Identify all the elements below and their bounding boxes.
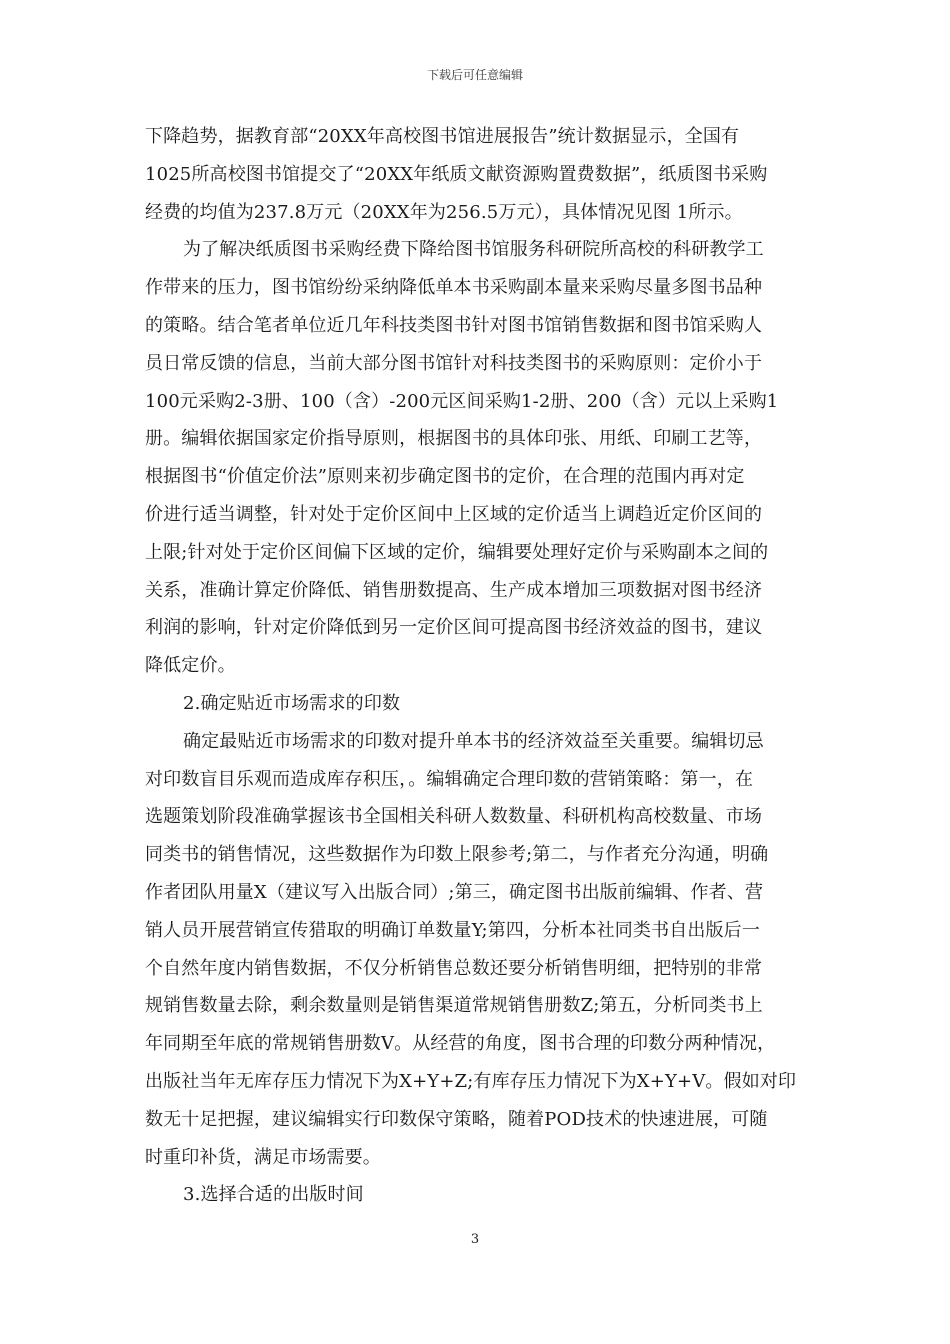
- paragraph-first-line: 为了解决纸质图书采购经费下降给图书馆服务科研院所高校的科研教学工: [183, 239, 764, 261]
- text-line: 下降趋势，据教育部“20XX年高校图书馆进展报告”统计数据显示，全国有: [145, 126, 740, 147]
- paragraph-first-line: 确定最贴近市场需求的印数对提升单本书的经济效益至关重要。编辑切忌: [183, 730, 764, 752]
- text-line: 价进行适当调整，针对处于定价区间中上区域的定价适当上调趋近定价区间的: [145, 503, 763, 525]
- text-line: 利润的影响，针对定价降低到另一定价区间可提高图书经济效益的图书，建议: [145, 617, 763, 639]
- text-line: 选题策划阶段准确掌握该书全国相关科研人数数量、科研机构高校数量、市场: [145, 806, 763, 828]
- text-line: 作带来的压力，图书馆纷纷采纳降低单本书采购副本量来采购尽量多图书品种: [145, 277, 763, 299]
- text-line: 对印数盲目乐观而造成库存积压，。编辑确定合理印数的营销策略：第一，在: [145, 768, 754, 790]
- text-line: 年同期至年底的常规销售册数V。从经营的角度，图书合理的印数分两种情况，: [145, 1033, 776, 1055]
- text-line: 出版社当年无库存压力情况下为X+Y+Z;有库存压力情况下为X+Y+V。假如对印: [145, 1070, 797, 1092]
- page-number: 3: [470, 1232, 480, 1247]
- text-line: 1025所高校图书馆提交了“20XX年纸质文献资源购置费数据”，纸质图书采购: [145, 163, 768, 185]
- text-line: 册。编辑依据国家定价指导原则，根据图书的具体印张、用纸、印刷工艺等，: [145, 428, 763, 450]
- text-line: 关系，准确计算定价降低、销售册数提高、生产成本增加三项数据对图书经济: [145, 579, 763, 601]
- section-heading: 3.选择合适的出版时间: [183, 1184, 364, 1206]
- text-line: 根据图书“价值定价法”原则来初步确定图书的定价，在合理的范围内再对定: [145, 466, 745, 488]
- text-line: 100元采购2-3册、100（含）-200元区间采购1-2册、200（含）元以上采购1: [145, 390, 779, 412]
- text-line: 个自然年度内销售数据，不仅分析销售总数还要分析销售明细，把特别的非常: [145, 957, 763, 979]
- text-line: 经费的均值为237.8万元（20XX年为256.5万元），具体情况见图 1所示。: [145, 201, 743, 223]
- text-line: 时重印补货，满足市场需要。: [145, 1146, 381, 1168]
- text-line: 降低定价。: [145, 655, 236, 677]
- text-line: 的策略。结合笔者单位近几年科技类图书针对图书馆销售数据和图书馆采购人: [145, 314, 763, 336]
- text-line: 数无十足把握，建议编辑实行印数保守策略，随着POD技术的快速进展，可随: [145, 1108, 768, 1130]
- text-line: 上限;针对处于定价区间偏下区域的定价，编辑要处理好定价与采购副本之间的: [145, 541, 769, 563]
- text-line: 员日常反馈的信息，当前大部分图书馆针对科技类图书的采购原则：定价小于: [145, 352, 763, 374]
- text-line: 销人员开展营销宣传猎取的明确订单数量Y;第四，分析本社同类书自出版后一: [145, 919, 760, 941]
- text-line: 规销售数量去除，剩余数量则是销售渠道常规销售册数Z;第五，分析同类书上: [145, 995, 763, 1017]
- page-header: 下载后可任意编辑: [426, 68, 523, 82]
- text-line: 作者团队用量X（建议写入出版合同）;第三，确定图书出版前编辑、作者、营: [145, 881, 764, 903]
- section-heading: 2.确定贴近市场需求的印数: [183, 692, 401, 714]
- text-line: 同类书的销售情况，这些数据作为印数上限参考;第二，与作者充分沟通，明确: [145, 844, 769, 866]
- document-body: [145, 118, 809, 1214]
